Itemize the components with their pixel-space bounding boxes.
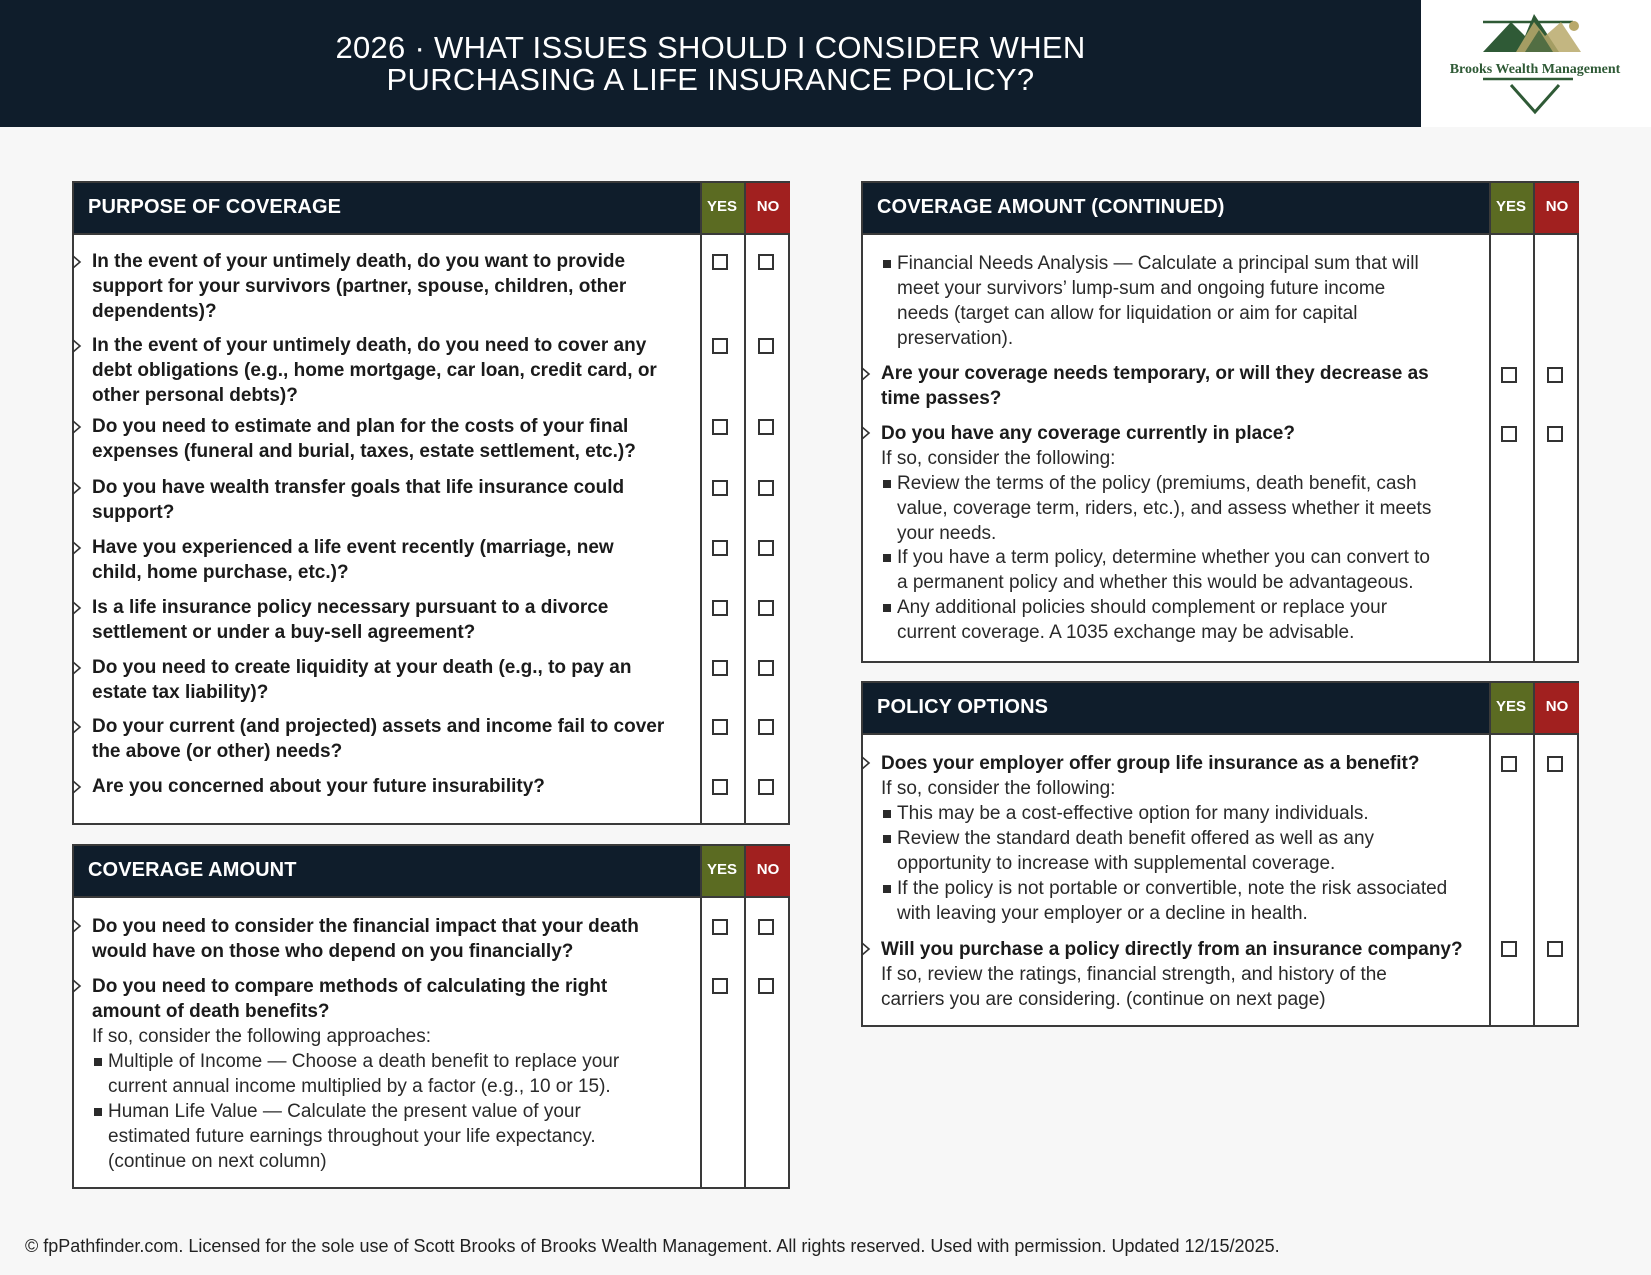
question-text: Do you need to compare methods of calculating the right amount of death benefits? (92, 976, 608, 1022)
yes-checkbox[interactable] (1501, 426, 1517, 442)
question-detail-text: If so, review the ratings, financial strength, and history of the carriers you are considering. (continue on next page) (881, 964, 1387, 1010)
no-checkbox[interactable] (758, 338, 774, 354)
bullet-item: Review the standard death benefit offered as well as any opportunity to increase with supplemental coverage. (881, 826, 1374, 876)
no-checkbox[interactable] (758, 540, 774, 556)
no-column-header: NO (1535, 683, 1579, 733)
bullet-item: Human Life Value — Calculate the present value of your estimated future earnings throughout your life expectancy. (continue on next column) (92, 1099, 596, 1174)
question-text: Do you need to create liquidity at your death (e.g., to pay an estate tax liability)? (92, 657, 632, 703)
divider (1533, 683, 1535, 1025)
page-title-line2: PURCHASING A LIFE INSURANCE POLICY? (386, 61, 1035, 97)
panel-header (863, 183, 1577, 235)
intro-text: If so, consider the following approaches: (92, 1026, 432, 1047)
yes-column-header: YES (700, 183, 744, 233)
coverage-amount-panel (72, 844, 790, 1189)
yes-checkbox[interactable] (712, 660, 728, 676)
bullet-item: Review the terms of the policy (premiums, death benefit, cash value, coverage term, riders, etc.), and assess whether it meets your needs. (881, 471, 1431, 546)
divider (744, 183, 746, 823)
coverage-amount-continued-panel (861, 181, 1579, 663)
bullet-item: If you have a term policy, determine whether you can convert to a permanent policy and whether this would be advantageous. (881, 545, 1430, 595)
panel-title: PURPOSE OF COVERAGE (88, 196, 342, 218)
chevron-right-icon (72, 979, 82, 993)
bullet-item: Financial Needs Analysis — Calculate a principal sum that will meet your survivors’ lump-sum and ongoing future income needs (target can allow for liquidation or aim for capital preservation). (881, 251, 1419, 351)
no-column-header: NO (1535, 183, 1579, 233)
no-checkbox[interactable] (758, 919, 774, 935)
no-checkbox[interactable] (758, 480, 774, 496)
chevron-right-icon (72, 420, 82, 434)
divider (744, 846, 746, 1187)
panel-title: POLICY OPTIONS (877, 696, 1049, 718)
divider (1533, 183, 1535, 661)
no-checkbox[interactable] (1547, 367, 1563, 383)
page-title-line1: 2026 · WHAT ISSUES SHOULD I CONSIDER WHEN (335, 29, 1086, 65)
chevron-right-icon (861, 756, 871, 770)
panel-header (74, 846, 788, 898)
no-column-header: NO (746, 846, 790, 896)
chevron-right-icon (72, 601, 82, 615)
chevron-right-icon (72, 541, 82, 555)
yes-column-header: YES (1489, 683, 1533, 733)
panel-title: COVERAGE AMOUNT (88, 859, 297, 881)
yes-checkbox[interactable] (1501, 756, 1517, 772)
question-text: In the event of your untimely death, do you want to provide support for your survivors (partner, spouse, children, other dependents)? (92, 251, 627, 322)
question-text: In the event of your untimely death, do you need to cover any debt obligations (e.g., home mortgage, car loan, credit card, or other personal debts)? (92, 335, 657, 406)
logo-text: Brooks Wealth Management (1449, 62, 1621, 77)
no-checkbox[interactable] (758, 254, 774, 270)
divider (700, 846, 702, 1187)
chevron-right-icon (861, 942, 871, 956)
panel-header (863, 683, 1577, 735)
no-checkbox[interactable] (1547, 426, 1563, 442)
yes-checkbox[interactable] (712, 919, 728, 935)
yes-checkbox[interactable] (712, 338, 728, 354)
yes-checkbox[interactable] (712, 480, 728, 496)
question-text: Are your coverage needs temporary, or will they decrease as time passes? (881, 363, 1429, 409)
no-checkbox[interactable] (758, 978, 774, 994)
no-column-header: NO (746, 183, 790, 233)
yes-checkbox[interactable] (1501, 941, 1517, 957)
intro-text: If so, consider the following: (881, 778, 1116, 799)
question-text: Do you have wealth transfer goals that life insurance could support? (92, 477, 625, 523)
chevron-right-icon (72, 661, 82, 675)
no-checkbox[interactable] (758, 779, 774, 795)
purpose-of-coverage-panel (72, 181, 790, 825)
panel-title: COVERAGE AMOUNT (CONTINUED) (877, 196, 1225, 218)
divider (1489, 183, 1491, 661)
yes-checkbox[interactable] (712, 600, 728, 616)
yes-checkbox[interactable] (712, 540, 728, 556)
bullet-item: Any additional policies should complement or replace your current coverage. A 1035 exchange may be advisable. (881, 595, 1387, 645)
question-text: Do you need to consider the financial impact that your death would have on those who depend on you financially? (92, 916, 639, 962)
intro-text: If so, consider the following: (881, 448, 1116, 469)
question-text: Will you purchase a policy directly from an insurance company? (881, 939, 1463, 960)
mountain-logo-icon (1421, 0, 1651, 127)
question-text: Does your employer offer group life insurance as a benefit? (881, 753, 1420, 774)
panel-header (74, 183, 788, 235)
no-checkbox[interactable] (1547, 756, 1563, 772)
divider (1489, 683, 1491, 1025)
question-text: Do you have any coverage currently in place? (881, 423, 1295, 444)
policy-options-panel (861, 681, 1579, 1027)
chevron-right-icon (861, 367, 871, 381)
footer-copyright: © fpPathfinder.com. Licensed for the sole use of Scott Brooks of Brooks Wealth Management. All rights reserved. Used with permission. Updated 12/15/2025. (25, 1236, 1280, 1256)
company-logo (1421, 0, 1651, 127)
yes-column-header: YES (1489, 183, 1533, 233)
no-checkbox[interactable] (758, 719, 774, 735)
chevron-right-icon (72, 481, 82, 495)
yes-checkbox[interactable] (712, 419, 728, 435)
page-header (0, 0, 1421, 127)
question-text: Do your current (and projected) assets and income fail to cover the above (or other) needs? (92, 716, 665, 762)
question-text: Is a life insurance policy necessary pursuant to a divorce settlement or under a buy-sell agreement? (92, 597, 609, 643)
chevron-right-icon (861, 426, 871, 440)
yes-checkbox[interactable] (712, 779, 728, 795)
yes-checkbox[interactable] (712, 719, 728, 735)
no-checkbox[interactable] (758, 600, 774, 616)
divider (700, 183, 702, 823)
chevron-right-icon (72, 919, 82, 933)
no-checkbox[interactable] (1547, 941, 1563, 957)
chevron-right-icon (72, 780, 82, 794)
yes-checkbox[interactable] (1501, 367, 1517, 383)
yes-column-header: YES (700, 846, 744, 896)
chevron-right-icon (72, 339, 82, 353)
yes-checkbox[interactable] (712, 254, 728, 270)
question-text: Do you need to estimate and plan for the costs of your final expenses (funeral and burial, taxes, estate settlement, etc.)? (92, 416, 636, 462)
chevron-right-icon (72, 255, 82, 269)
question-text: Are you concerned about your future insurability? (92, 776, 545, 797)
bullet-item: This may be a cost-effective option for many individuals. (881, 801, 1369, 826)
yes-checkbox[interactable] (712, 978, 728, 994)
no-checkbox[interactable] (758, 419, 774, 435)
chevron-right-icon (72, 720, 82, 734)
bullet-item: If the policy is not portable or convertible, note the risk associated with leaving your employer or a decline in health. (881, 876, 1447, 926)
no-checkbox[interactable] (758, 660, 774, 676)
bullet-item: Multiple of Income — Choose a death benefit to replace your current annual income multiplied by a factor (e.g., 10 or 15). (92, 1049, 619, 1099)
question-text: Have you experienced a life event recently (marriage, new child, home purchase, etc.)? (92, 537, 614, 583)
